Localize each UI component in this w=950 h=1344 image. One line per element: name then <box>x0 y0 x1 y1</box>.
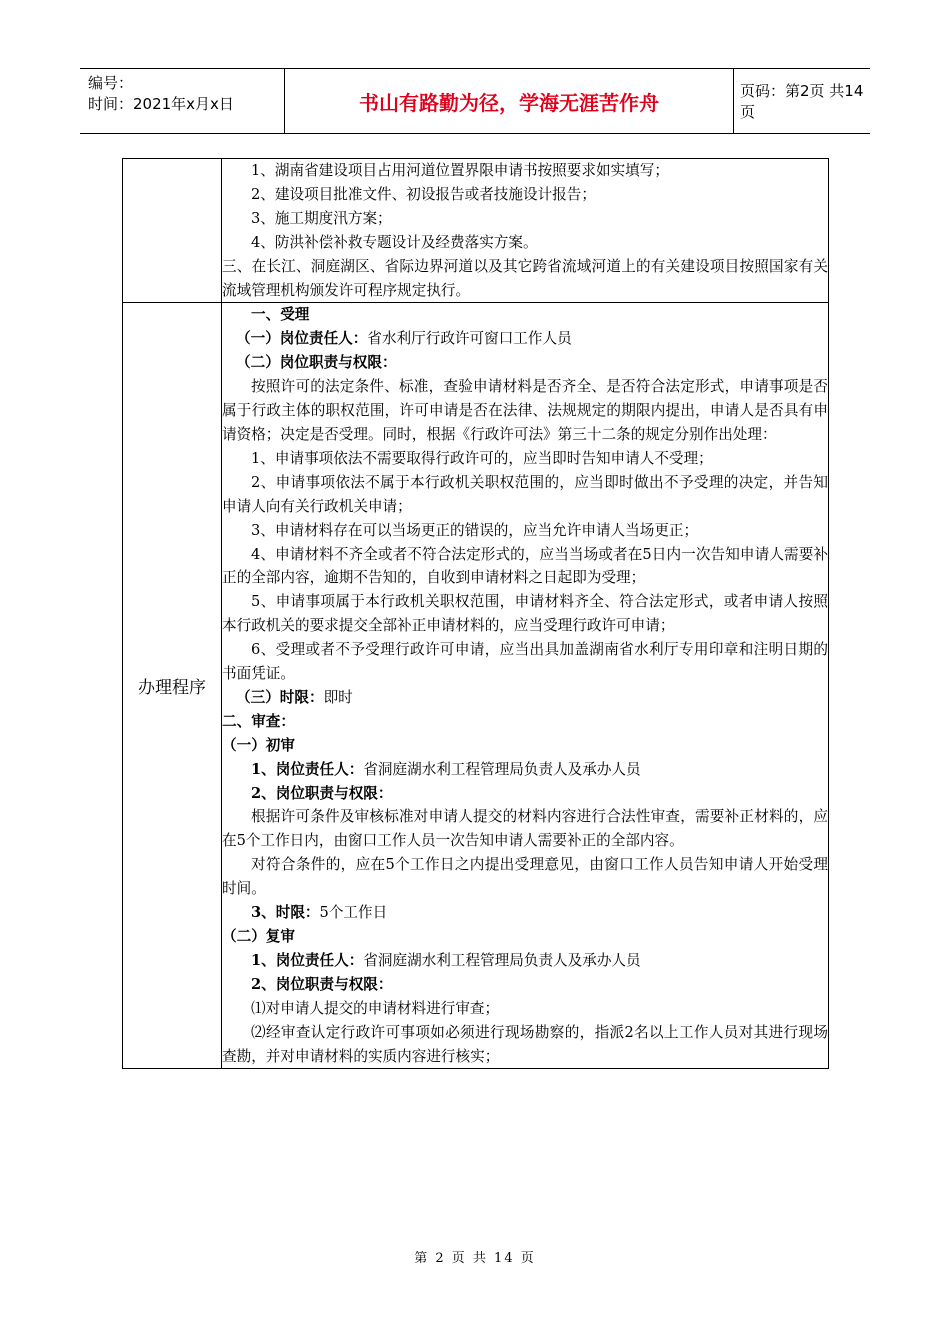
procedure-cell <box>222 303 829 1069</box>
paragraph: 根据许可条件及审核标准对申请人提交的材料内容进行合法性审查，需要补正材料的，应在5个工作日内，由窗口工作人员一次告知申请人需要补正的全部内容。 <box>222 808 828 850</box>
subsection-title: （二）岗位职责与权限： <box>236 354 397 372</box>
list-item: 3、施工期度汛方案； <box>251 209 392 227</box>
list-item: 1、申请事项依法不需要取得行政许可的，应当即时告知申请人不受理； <box>251 449 713 467</box>
subsection-title: 2、岗位职责与权限： <box>251 975 393 993</box>
responsible-line <box>222 949 828 973</box>
field-label: 1、岗位责任人： <box>251 951 364 969</box>
table-row <box>123 303 829 1069</box>
list-item: 5、申请事项属于本行政机关职权范围，申请材料齐全、符合法定形式，或者申请人按照本行政机关的要求提交全部补正申请材料的，应当受理行政许可申请； <box>222 593 828 635</box>
field-label: 3、时限： <box>251 904 320 922</box>
list-item: 2、申请事项依法不属于本行政机关职权范围的，应当即时做出不予受理的决定，并告知申请人向有关行政机关申请； <box>222 473 828 515</box>
field-label: （三）时限： <box>236 688 324 706</box>
header-motto: 书山有路勤为径，学海无涯苦作舟 <box>284 69 734 133</box>
list-item: 4、防洪补偿补救专题设计及经费落实方案。 <box>251 233 538 251</box>
paragraph: 对符合条件的，应在5个工作日之内提出受理意见，由窗口工作人员告知申请人开始受理时间。 <box>222 856 828 898</box>
header-meta <box>88 73 284 115</box>
responsible-line <box>222 758 828 782</box>
list-item: 6、受理或者不予受理行政许可申请，应当出具加盖湖南省水利厅专用印章和注明日期的书面凭证。 <box>222 641 828 683</box>
list-item: 4、申请材料不齐全或者不符合法定形式的，应当当场或者在5日内一次告知申请人需要补正的全部内容，逾期不告知的，自收到申请材料之日起即为受理； <box>222 545 828 587</box>
materials-cell <box>222 159 829 303</box>
field-value: 5个工作日 <box>319 904 388 922</box>
time-limit-line <box>222 901 828 925</box>
list-item: 1、湖南省建设项目占用河道位置界限申请书按照要求如实填写； <box>251 162 669 179</box>
time-limit-line <box>222 686 828 710</box>
subsection-title: （二）复审 <box>222 928 295 945</box>
header-page-info: 页码：第2页 共14页 <box>740 82 864 121</box>
field-value: 省洞庭湖水利工程管理局负责人及承办人员 <box>363 760 641 778</box>
page-header <box>80 68 870 134</box>
responsible-line <box>222 327 828 351</box>
field-value: 省洞庭湖水利工程管理局负责人及承办人员 <box>363 951 641 969</box>
list-item: ⑴对申请人提交的申请材料进行审查； <box>251 999 500 1017</box>
field-label: 1、岗位责任人： <box>251 760 364 778</box>
row-label-empty <box>123 159 222 303</box>
subsection-title: 2、岗位职责与权限： <box>251 784 393 802</box>
field-label: （一）岗位责任人： <box>236 330 368 348</box>
paragraph: 三、在长江、洞庭湖区、省际边界河道以及其它跨省流域河道上的有关建设项目按照国家有关流域管理机构颁发许可程序规定执行。 <box>222 257 828 299</box>
list-item: 3、申请材料存在可以当场更正的错误的，应当允许申请人当场更正； <box>251 521 699 539</box>
document-number-label: 编号： <box>88 74 134 92</box>
page-footer: 第 2 页 共 14 页 <box>414 1251 536 1266</box>
section-title: 一、受理 <box>251 306 310 324</box>
paragraph: 按照许可的法定条件、标准，查验申请材料是否齐全、是否符合法定形式，申请事项是否属于行政主体的职权范围，许可申请是否在法律、法规规定的期限内提出，申请人是否具有申请资格；决定是否受理。同时，根据《行政许可法》第三十二条的规定分别作出处理： <box>222 378 828 443</box>
list-item: ⑵经审查认定行政许可事项如必须进行现场勘察的，指派2名以上工作人员对其进行现场查勘，并对申请材料的实质内容进行核实； <box>222 1023 828 1065</box>
document-date-label: 时间：2021年x月x日 <box>88 95 234 113</box>
field-value: 省水利厅行政许可窗口工作人员 <box>367 330 572 348</box>
content-table <box>122 158 829 1069</box>
subsection-title: （一）初审 <box>222 736 295 754</box>
table-row <box>123 159 829 303</box>
section-title: 二、审查： <box>222 712 295 730</box>
list-item: 2、建设项目批准文件、初设报告或者技施设计报告； <box>251 185 596 203</box>
row-label-procedure: 办理程序 <box>123 303 222 1069</box>
field-value: 即时 <box>323 688 353 706</box>
